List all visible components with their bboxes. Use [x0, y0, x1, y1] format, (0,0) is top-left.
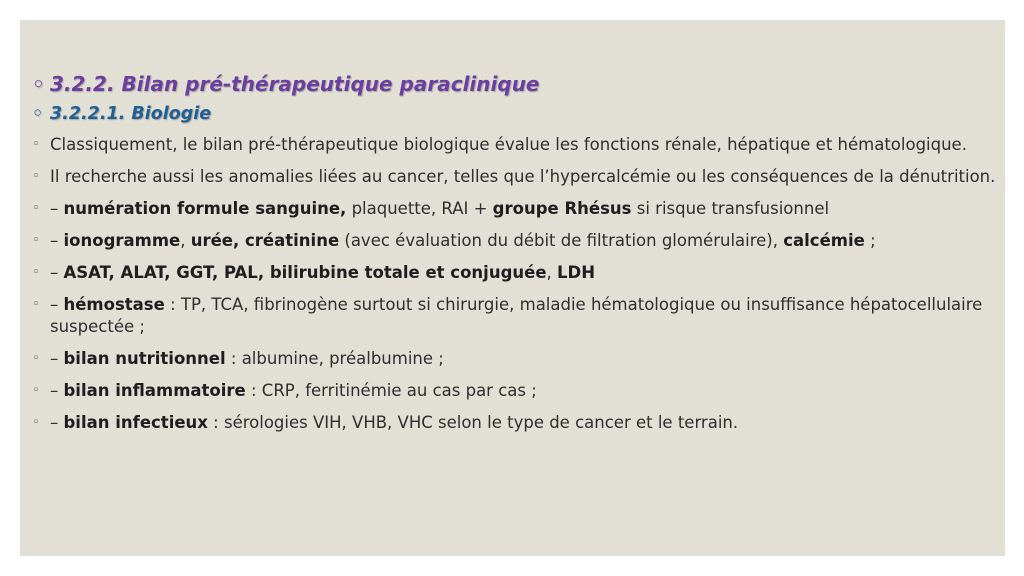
item-text: : TP, TCA, fibrinogène surtout si chirurgie, maladie hématologique ou insuffisance hépatocellulaire suspectée ; [50, 295, 983, 336]
term-nfs: numération formule sanguine, [63, 199, 347, 218]
bullet-marker: ◦ [32, 201, 40, 216]
bullet-marker: ◦ [32, 137, 40, 152]
bullet-marker: ◦ [32, 169, 40, 184]
item-text: (avec évaluation du débit de filtration glomérulaire), [339, 231, 784, 250]
list-item [32, 294, 997, 338]
dash: – [50, 381, 64, 400]
bullet-marker: ◦ [32, 351, 40, 366]
item-text: : CRP, ferritinémie au cas par cas ; [245, 381, 537, 400]
separator: , [546, 263, 558, 282]
list-item [32, 262, 997, 284]
term-ldh: LDH [557, 263, 596, 282]
list-item [32, 166, 997, 188]
list-item [32, 348, 997, 370]
term-bilan-infectieux: bilan infectieux [63, 413, 208, 432]
section-title: 3.2.2. Bilan pré-thérapeutique paraclinique [50, 72, 540, 96]
list-item [32, 230, 997, 252]
dash: – [50, 295, 64, 314]
paragraph-renal-hepatic: Classiquement, le bilan pré-thérapeutique biologique évalue les fonctions rénale, hépatique et hématologique. [50, 135, 967, 154]
item-text: ; [864, 231, 876, 250]
term-bilan-nutritionnel: bilan nutritionnel [63, 349, 226, 368]
slide [20, 20, 1005, 556]
dash: – [50, 263, 64, 282]
item-infectieux [50, 412, 997, 434]
term-bilan-inflammatoire: bilan inflammatoire [63, 381, 246, 400]
item-text: : sérologies VIH, VHB, VHC selon le type de cancer et le terrain. [207, 413, 739, 432]
dash: – [50, 349, 64, 368]
dash: – [50, 231, 64, 250]
list-item [32, 412, 997, 434]
bullet-marker: ◦ [32, 265, 40, 280]
subsection-heading [32, 104, 997, 124]
bullet-marker: ◦ [32, 415, 40, 430]
item-text: : albumine, préalbumine ; [225, 349, 444, 368]
term-hemostase: hémostase [63, 295, 165, 314]
bullet-marker: ◦ [32, 233, 40, 248]
term-rhesus: groupe Rhésus [492, 199, 632, 218]
item-ionogramme [50, 230, 997, 252]
list-item [32, 380, 997, 402]
term-asat-alat: ASAT, ALAT, GGT, PAL, bilirubine totale et conjuguée [63, 263, 547, 282]
bullet-marker: ◦ [32, 297, 40, 312]
term-calcemie: calcémie [783, 231, 865, 250]
dash: – [50, 199, 64, 218]
item-nfs [50, 198, 997, 220]
item-nutritionnel [50, 348, 997, 370]
section-heading [32, 72, 997, 96]
item-hepatic-tests [50, 262, 997, 284]
separator: , [180, 231, 191, 250]
list-item [32, 134, 997, 156]
item-inflammatoire [50, 380, 997, 402]
list-item [32, 198, 997, 220]
bullet-marker: ◦ [32, 383, 40, 398]
bullet-marker: ◦ [32, 72, 45, 96]
item-hemostase [50, 294, 997, 338]
item-text: si risque transfusionnel [631, 199, 830, 218]
paragraph-anomalies: Il recherche aussi les anomalies liées au cancer, telles que l’hypercalcémie ou les conséquences de la dénutrition. [50, 167, 996, 186]
bullet-marker: ◦ [32, 104, 44, 124]
term-ionogramme: ionogramme [63, 231, 181, 250]
dash: – [50, 413, 64, 432]
item-text: plaquette, RAI + [346, 199, 493, 218]
subsection-title: 3.2.2.1. Biologie [50, 104, 212, 124]
term-uree-creatinine: urée, créatinine [190, 231, 340, 250]
slide-content [32, 72, 997, 444]
